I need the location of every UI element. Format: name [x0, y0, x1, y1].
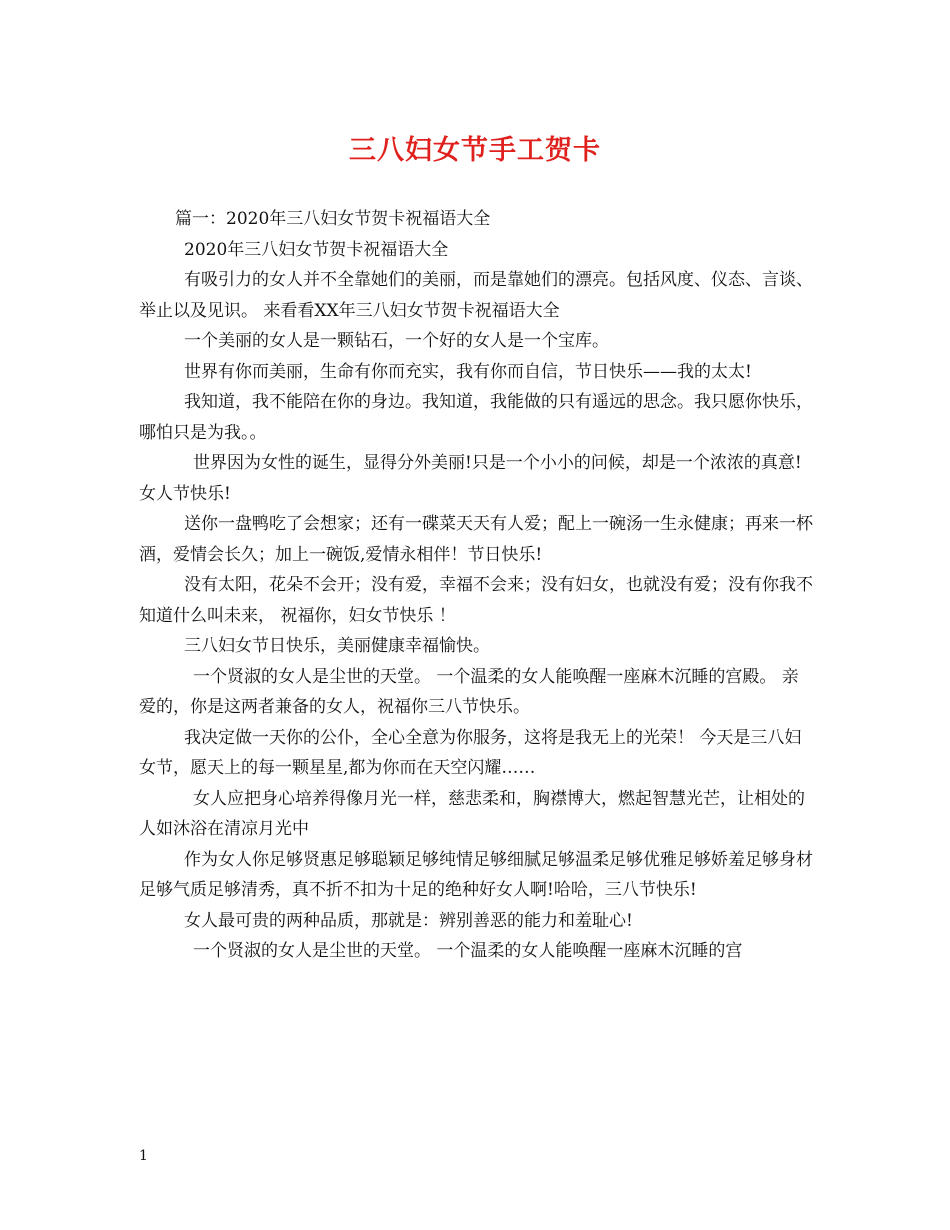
document-body	[139, 204, 815, 967]
paragraph: 世界因为女性的诞生，显得分外美丽!只是一个小小的问候，却是一个浓浓的真意!女人节快乐!	[139, 453, 802, 504]
paragraph: 送你一盘鸭吃了会想家；还有一碟菜天天有人爱；配上一碗汤一生永健康；再来一杯酒，爱情会长久；加上一碗饭,爱情永相伴！节日快乐!	[139, 514, 813, 565]
paragraph: 我决定做一天你的公仆，全心全意为你服务，这将是我无上的光荣！ 今天是三八妇女节，愿天上的每一颗星星,都为你而在天空闪耀……	[139, 727, 802, 778]
document-title: 三八妇女节手工贺卡	[349, 135, 601, 166]
paragraph: 一个贤淑的女人是尘世的天堂。 一个温柔的女人能唤醒一座麻木沉睡的宫殿。 亲爱的，你是这两者兼备的女人，祝福你三八节快乐。	[139, 666, 799, 717]
paragraph: 一个贤淑的女人是尘世的天堂。 一个温柔的女人能唤醒一座麻木沉睡的宫	[193, 941, 743, 961]
paragraph: 女人最可贵的两种品质，那就是：辨别善恶的能力和羞耻心!	[184, 910, 633, 931]
paragraph: 一个美丽的女人是一颗钻石，一个好的女人是一个宝库。	[184, 331, 609, 351]
paragraph: 三八妇女节日快乐，美丽健康幸福愉快。	[184, 636, 490, 656]
paragraph: 我知道，我不能陪在你的身边。我知道，我能做的只有遥远的思念。我只愿你快乐，哪怕只是为我。。	[139, 392, 813, 443]
paragraph: 女人应把身心培养得像月光一样，慈悲柔和，胸襟博大，燃起智慧光芒，让相处的人如沐浴在清凉月光中	[139, 788, 805, 839]
paragraph: 世界有你而美丽，生命有你而充实，我有你而自信，节日快乐——我的太太!	[184, 361, 752, 382]
page-number: 1	[139, 1148, 148, 1164]
paragraph: 有吸引力的女人并不全靠她们的美丽，而是靠她们的漂亮。包括风度、仪态、言谈、举止以及见识。 来看看XX年三八妇女节贺卡祝福语大全	[139, 270, 813, 321]
paragraph: 2020年三八妇女节贺卡祝福语大全	[184, 239, 449, 260]
paragraph: 作为女人你足够贤惠足够聪颖足够纯情足够细腻足够温柔足够优雅足够娇羞足够身材足够气质足够清秀，真不折不扣为十足的绝种好女人啊!哈哈，三八节快乐!	[139, 849, 813, 900]
paragraph: 篇一：2020年三八妇女节贺卡祝福语大全	[175, 209, 491, 229]
paragraph: 没有太阳，花朵不会开；没有爱，幸福不会来；没有妇女，也就没有爱；没有你我不知道什么叫未来， 祝福你，妇女节快乐 ！	[139, 575, 813, 626]
